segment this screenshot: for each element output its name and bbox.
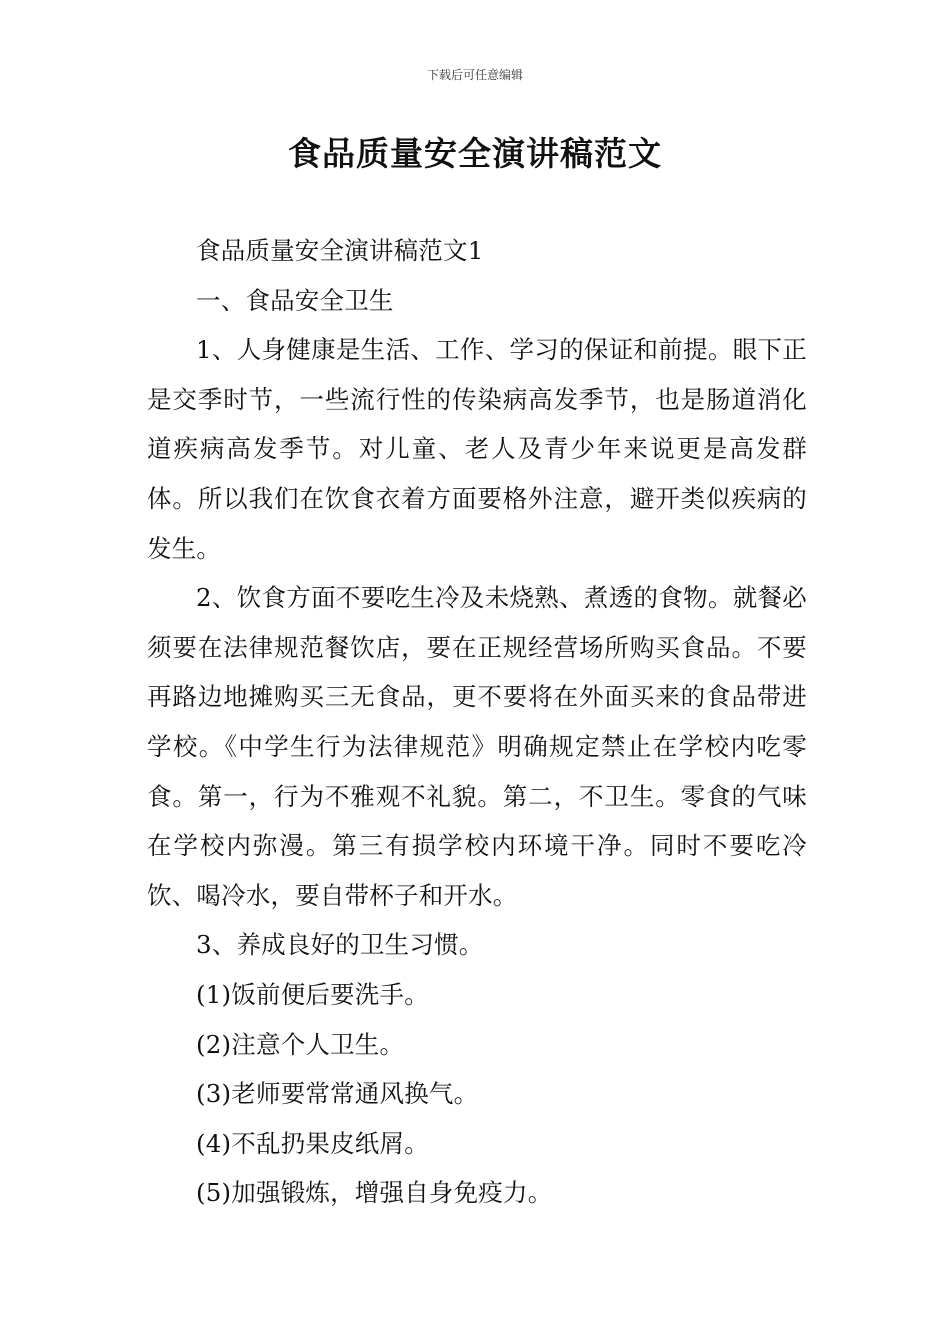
body-paragraph: 1、人身健康是生活、工作、学习的保证和前提。眼下正是交季时节，一些流行性的传染病高发季节，也是肠道消化道疾病高发季节。对儿童、老人及青少年来说更是高发群体。所以我们在饮食衣着方面要格外注意，避开类似疾病的发生。	[147, 335, 807, 563]
body-paragraph: 2、饮食方面不要吃生冷及未烧熟、煮透的食物。就餐必须要在法律规范餐饮店，要在正规经营场所购买食品。不要再路边地摊购买三无食品，更不要将在外面买来的食品带进学校。《中学生行为法律规范》明确规定禁止在学校内吃零食。第一，行为不雅观不礼貌。第二，不卫生。零食的气味在学校内弥漫。第三有损学校内环境干净。同时不要吃冷饮、喝冷水，要自带杯子和开水。	[147, 583, 807, 910]
list-item: (4)不乱扔果皮纸屑。	[196, 1128, 429, 1158]
body-paragraph: 3、养成良好的卫生习惯。	[196, 930, 484, 960]
list-item: (2)注意个人卫生。	[196, 1029, 405, 1059]
header-note: 下载后可任意编辑	[426, 68, 523, 82]
section-heading: 食品质量安全演讲稿范文1	[196, 236, 484, 265]
document-body	[147, 226, 807, 1218]
list-item: (1)饭前便后要洗手。	[196, 979, 429, 1009]
subsection-heading: 一、食品安全卫生	[196, 285, 394, 315]
document-title: 食品质量安全演讲稿范文	[288, 134, 662, 173]
list-item: (5)加强锻炼，增强自身免疫力。	[196, 1178, 553, 1208]
list-item: (3)老师要常常通风换气。	[196, 1079, 479, 1109]
